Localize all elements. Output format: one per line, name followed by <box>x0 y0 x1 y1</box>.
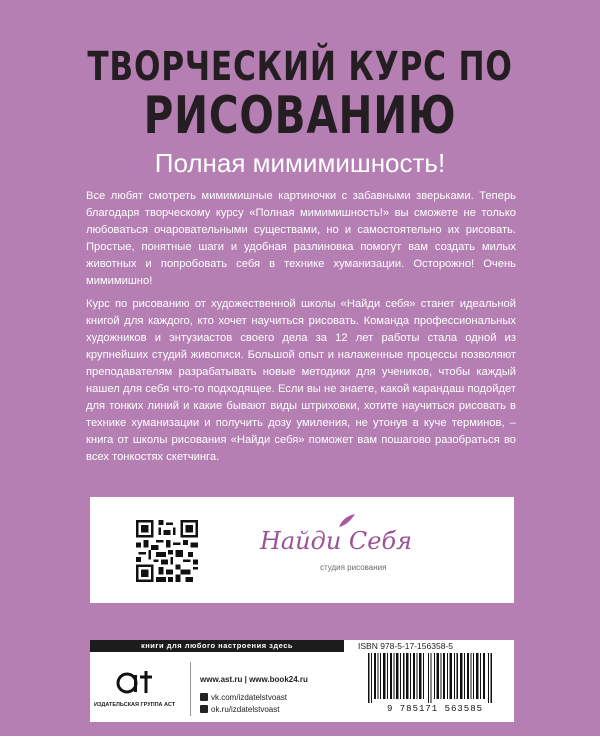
social-link-vk <box>200 693 287 702</box>
vk-icon <box>200 693 208 701</box>
description-paragraph-2: Курс по рисованию от художественной школы «Найди себя» станет идеальной книгой для каждого, кто хочет научиться рисовать. Команда профессиональных художников и энтузиастов своего дела за 12 лет работы стала одной из крупнейших студий живописи. Большой опыт и налаженные процессы позволяют преподавателям разрабатывать новые методики для учеников, чтобы каждый нашел для себя что-то подходящее. Если вы не знаете, какой карандаш подойдет для тонких линий и какие бывают виды штриховки, хотите научиться рисовать в технике хуманизации и получить дозу умиления, не утонув в куче терминов, – книга от школы рисования «Найди себя» поможет вам пошагово разобраться во всех тонкостях скетчинга. <box>86 298 516 463</box>
description-paragraph-1: Все любят смотреть мимимишные картиночки с забавными зверьками. Теперь благодаря творческому курсу «Полная мимимишность!» вы сможете не только любоваться очаровательными существами, но и самостоятельно их рисовать. Простые, понятные шаги и удобная разлиновка помогут вам создать милых животных и попробовать себя в технике хуманизации. Осторожно! Очень мимимишно! <box>86 190 516 287</box>
ok-icon <box>200 705 208 713</box>
social-link-text: vk.com/izdatelstvoast <box>211 693 288 702</box>
title-line-2: РИСОВАНИЮ <box>143 86 457 146</box>
studio-box <box>90 497 514 603</box>
barcode-digits: 9 785171 563585 <box>386 704 483 714</box>
subtitle: Полная мимимишность! <box>154 148 446 178</box>
ast-logo-icon <box>116 667 154 695</box>
websites: www.ast.ru | www.book24.ru <box>200 675 308 684</box>
footer-divider <box>190 662 191 716</box>
social-link-ok <box>200 705 279 714</box>
qr-code-icon <box>136 520 198 582</box>
footer-panel <box>90 640 514 722</box>
studio-logo-name: Найди Себя <box>259 527 413 555</box>
social-link-text: ok.ru/izdatelstvoast <box>211 705 280 714</box>
studio-logo-tagline: студия рисования <box>320 563 387 572</box>
slogan-strip: книги для любого настроения здесь <box>90 640 344 652</box>
title-line-1: ТВОРЧЕСКИЙ КУРС ПО <box>87 44 513 90</box>
isbn-number: ISBN 978-5-17-156358-5 <box>358 641 453 651</box>
publisher-name: ИЗДАТЕЛЬСКАЯ ГРУППА АСТ <box>94 702 176 708</box>
